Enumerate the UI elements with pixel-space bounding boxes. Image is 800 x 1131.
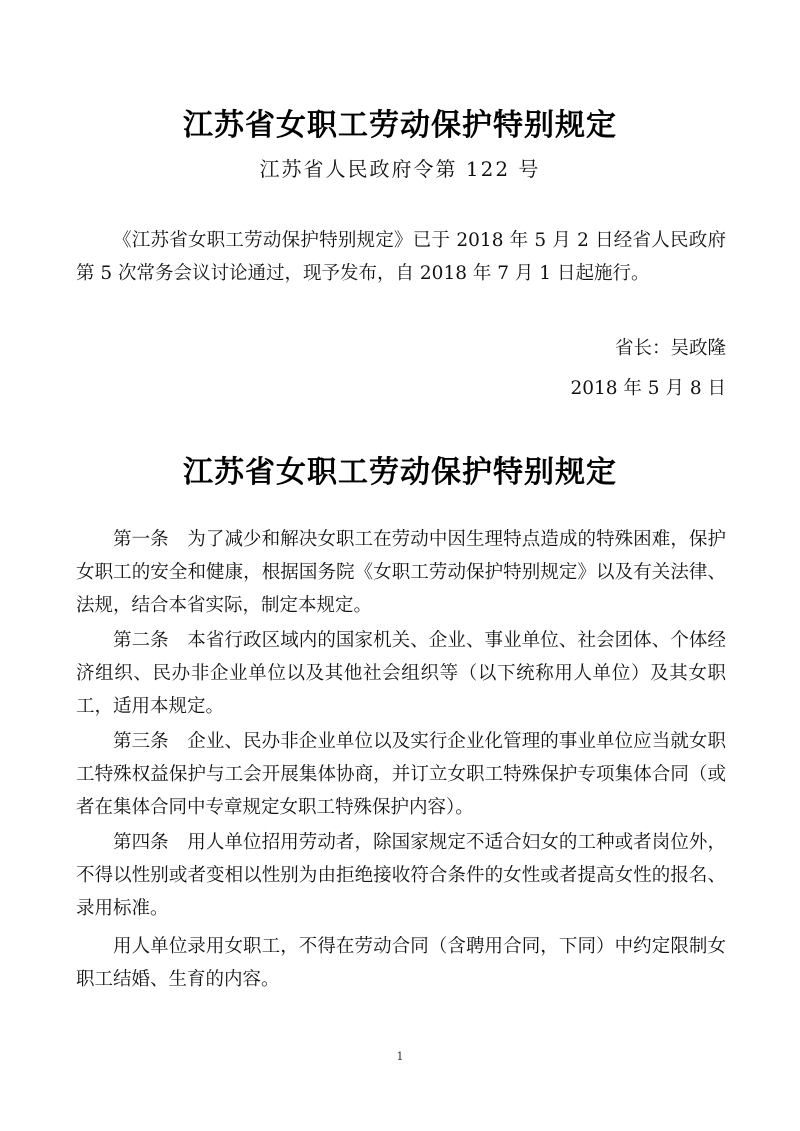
order-number: 江苏省人民政府令第 122 号 [259, 157, 541, 181]
page-number: 1 [396, 1050, 404, 1063]
body-title: 江苏省女职工劳动保护特别规定 [183, 455, 617, 490]
document-title: 江苏省女职工劳动保护特别规定 [183, 108, 617, 143]
signer: 省长：吴政隆 [614, 338, 726, 359]
sign-date: 2018 年 5 月 8 日 [570, 378, 726, 399]
article-4-paragraph-2: 用人单位录用女职工，不得在劳动合同（含聘用合同，下同）中约定限制女职工结婚、生育的内容。 [76, 936, 726, 990]
article-1: 第一条 为了减少和解决女职工在劳动中因生理特点造成的特殊困难，保护女职工的安全和健康，根据国务院《女职工劳动保护特别规定》以及有关法律、法规，结合本省实际，制定本规定。 [76, 529, 726, 616]
intro-paragraph: 《江苏省女职工劳动保护特别规定》已于 2018 年 5 月 2 日经省人民政府第 5 次常务会议讨论通过，现予发布，自 2018 年 7 月 1 日起施行。 [76, 230, 726, 284]
article-4: 第四条 用人单位招用劳动者，除国家规定不适合妇女的工种或者岗位外，不得以性别或者变相以性别为由拒绝接收符合条件的女性或者提高女性的报名、录用标准。 [76, 832, 726, 919]
article-2: 第二条 本省行政区域内的国家机关、企业、事业单位、社会团体、个体经济组织、民办非企业单位以及其他社会组织等（以下统称用人单位）及其女职工，适用本规定。 [76, 630, 726, 717]
article-3: 第三条 企业、民办非企业单位以及实行企业化管理的事业单位应当就女职工特殊权益保护与工会开展集体协商，并订立女职工特殊保护专项集体合同（或者在集体合同中专章规定女职工特殊保护内容）。 [76, 731, 726, 818]
